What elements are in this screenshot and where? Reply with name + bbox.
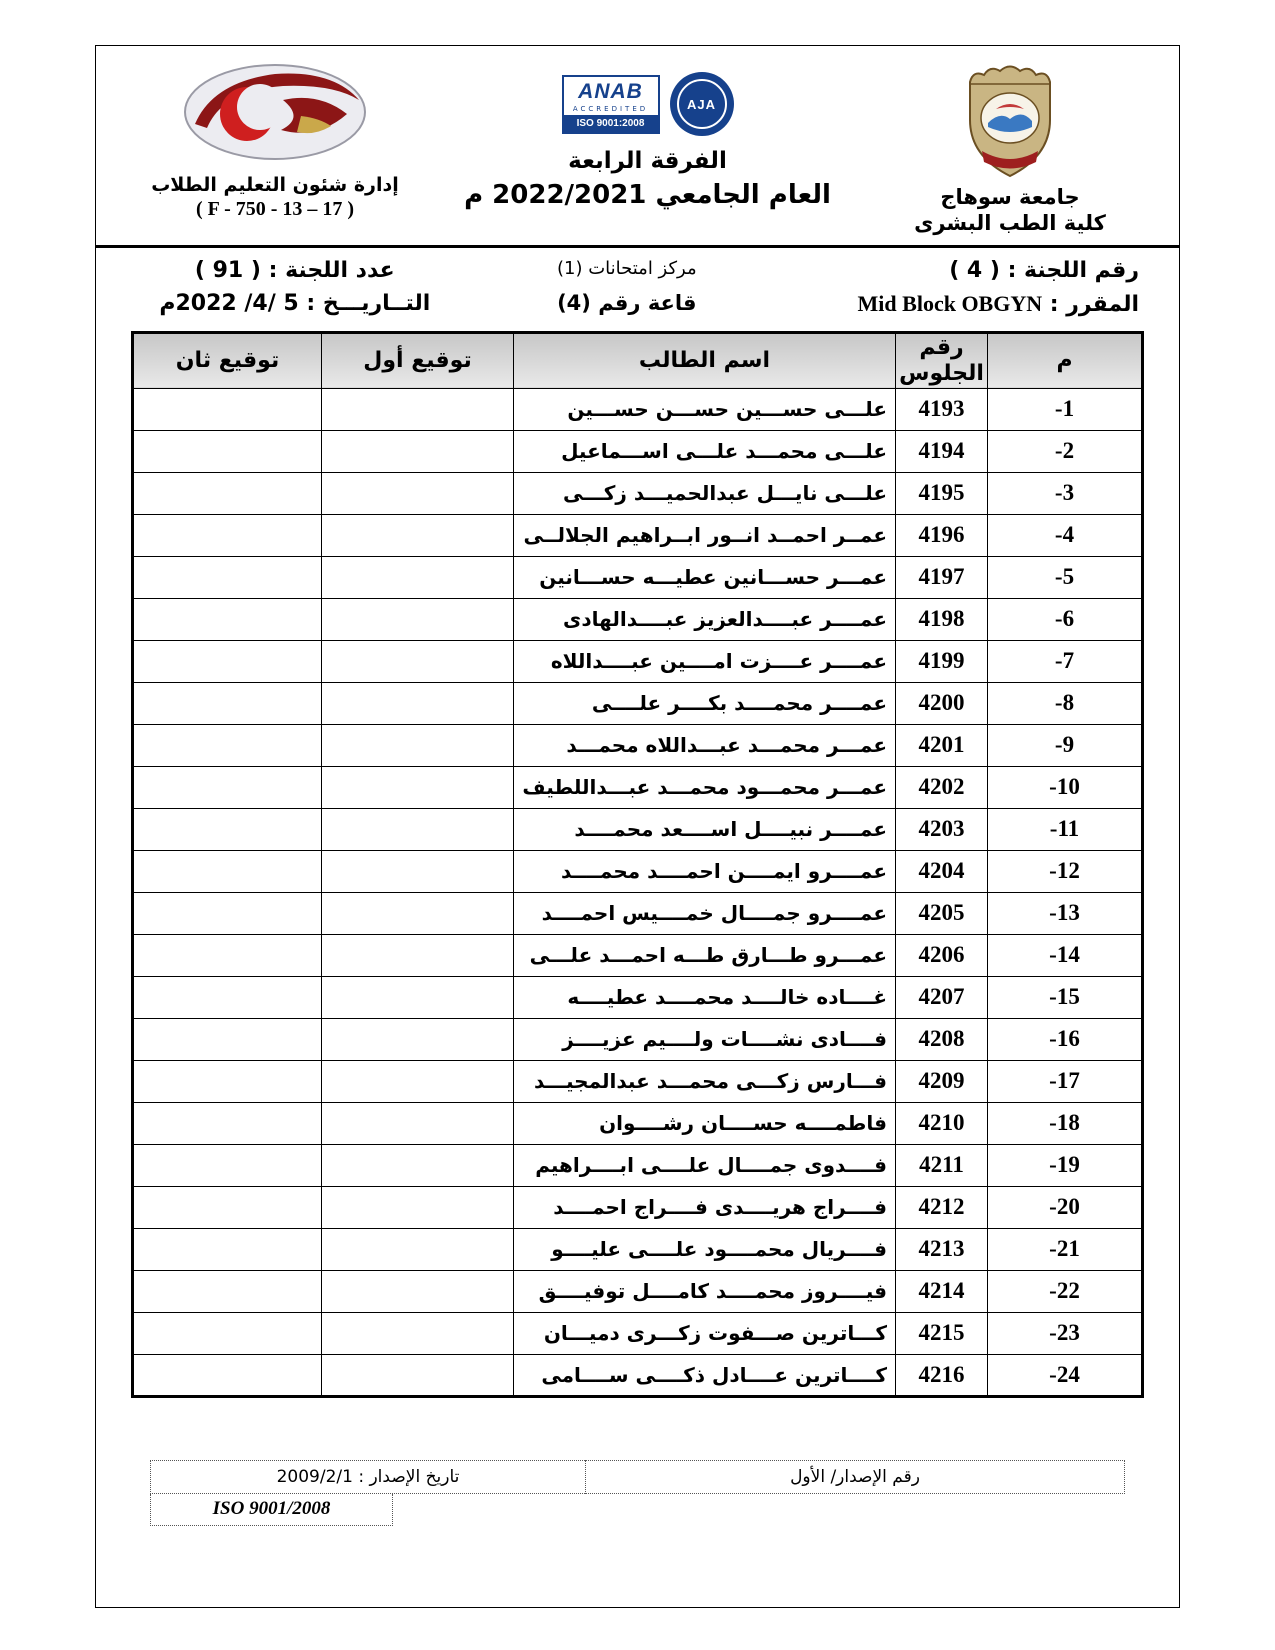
seat-number-cell: 4211 xyxy=(896,1144,988,1186)
table-row xyxy=(133,976,1143,1018)
table-row xyxy=(133,640,1143,682)
seat-number-cell: 4200 xyxy=(896,682,988,724)
first-signature-header: توقيع أول xyxy=(322,332,514,388)
seat-number-cell: 4194 xyxy=(896,430,988,472)
serial-cell: -9 xyxy=(988,724,1143,766)
second-signature-cell xyxy=(133,766,322,808)
header-department-block xyxy=(120,62,430,221)
serial-header: م xyxy=(988,332,1143,388)
student-name-cell: علـــى نايـــل عبدالحميـــد زكـــى xyxy=(514,472,896,514)
first-signature-cell xyxy=(322,1144,514,1186)
second-signature-cell xyxy=(133,1144,322,1186)
second-signature-cell xyxy=(133,1270,322,1312)
serial-cell: -18 xyxy=(988,1102,1143,1144)
seat-number-cell: 4193 xyxy=(896,388,988,430)
academic-year-title: العام الجامعي 2022/2021 م xyxy=(464,180,831,210)
table-row xyxy=(133,724,1143,766)
second-signature-cell xyxy=(133,1228,322,1270)
first-signature-cell xyxy=(322,1060,514,1102)
exam-center: مركز امتحانات (1) xyxy=(556,257,697,279)
university-shield-logo xyxy=(960,62,1060,180)
seat-number-cell: 4208 xyxy=(896,1018,988,1060)
second-signature-cell xyxy=(133,682,322,724)
committee-count: عدد اللجنة : ( 91 ) xyxy=(194,257,395,283)
page-header xyxy=(96,58,1179,237)
student-name-cell: غــــاده خالــــد محمــــد عطيــــه xyxy=(514,976,896,1018)
student-table xyxy=(131,331,1144,1398)
seat-number-cell: 4204 xyxy=(896,850,988,892)
seat-number-cell: 4199 xyxy=(896,640,988,682)
first-signature-cell xyxy=(322,808,514,850)
committee-number: رقم اللجنة : ( 4 ) xyxy=(949,257,1139,283)
first-signature-cell xyxy=(322,514,514,556)
aja-logo xyxy=(670,72,734,136)
second-signature-cell xyxy=(133,514,322,556)
student-name-cell: كــــاترين عــــادل ذكــــى ســــامى xyxy=(514,1354,896,1396)
second-signature-cell xyxy=(133,934,322,976)
seat-number-header: رقم الجلوس xyxy=(896,332,988,388)
student-table-head xyxy=(133,332,1143,388)
table-row xyxy=(133,808,1143,850)
student-name-cell: فـــارس زكـــى محمـــد عبدالمجيـــد xyxy=(514,1060,896,1102)
table-header-row xyxy=(133,332,1143,388)
first-signature-cell xyxy=(322,724,514,766)
serial-cell: -24 xyxy=(988,1354,1143,1396)
table-row xyxy=(133,1312,1143,1354)
student-name-cell: علـــى محمـــد علـــى اســـماعيل xyxy=(514,430,896,472)
iso-label: ISO 9001/2008 xyxy=(150,1494,393,1526)
serial-cell: -22 xyxy=(988,1270,1143,1312)
second-signature-cell xyxy=(133,1312,322,1354)
seat-number-cell: 4213 xyxy=(896,1228,988,1270)
exam-date: التــاريـــخ : 5 /4/ 2022م xyxy=(159,290,431,316)
student-name-cell: عمـــر محمـــد عبـــداللاه محمـــد xyxy=(514,724,896,766)
table-row xyxy=(133,388,1143,430)
student-name-cell: عمـــر محمـــود محمـــد عبـــداللطيف xyxy=(514,766,896,808)
student-name-cell: عمــــر عبــــدالعزيز عبــــدالهادى xyxy=(514,598,896,640)
first-signature-cell xyxy=(322,472,514,514)
student-name-cell: فاطمــــه حســــان رشــــوان xyxy=(514,1102,896,1144)
aja-wordmark: AJA xyxy=(677,79,727,129)
serial-cell: -5 xyxy=(988,556,1143,598)
table-row xyxy=(133,1144,1143,1186)
table-row xyxy=(133,850,1143,892)
second-signature-cell xyxy=(133,556,322,598)
first-signature-cell xyxy=(322,556,514,598)
student-name-header: اسم الطالب xyxy=(514,332,896,388)
serial-cell: -7 xyxy=(988,640,1143,682)
first-signature-cell xyxy=(322,976,514,1018)
document-sheet xyxy=(95,45,1180,1608)
header-university-block xyxy=(865,62,1155,237)
issue-number: رقم الإصدار/ الأول xyxy=(585,1460,1125,1494)
student-name-cell: عمــــرو جمــــال خمــــيس احمــــد xyxy=(514,892,896,934)
serial-cell: -19 xyxy=(988,1144,1143,1186)
serial-cell: -6 xyxy=(988,598,1143,640)
first-signature-cell xyxy=(322,850,514,892)
first-signature-cell xyxy=(322,934,514,976)
student-name-cell: عمــــر نبيــــل اســــعد محمــــد xyxy=(514,808,896,850)
second-signature-cell xyxy=(133,892,322,934)
seat-number-cell: 4197 xyxy=(896,556,988,598)
first-signature-cell xyxy=(322,1102,514,1144)
student-name-cell: عمــــرو ايمــــن احمــــد محمــــد xyxy=(514,850,896,892)
first-signature-cell xyxy=(322,1186,514,1228)
department-name: إدارة شئون التعليم الطلاب xyxy=(151,174,399,196)
second-signature-cell xyxy=(133,1018,322,1060)
anab-accredited-label: ACCREDITED xyxy=(572,104,649,113)
form-code: ( F - 750 - 13 – 17 ) xyxy=(195,198,355,220)
student-name-cell: عمـــر حســـانين عطيـــه حســـانين xyxy=(514,556,896,598)
first-signature-cell xyxy=(322,682,514,724)
second-signature-cell xyxy=(133,1354,322,1396)
table-row xyxy=(133,472,1143,514)
table-row xyxy=(133,892,1143,934)
seat-number-cell: 4201 xyxy=(896,724,988,766)
serial-cell: -20 xyxy=(988,1186,1143,1228)
second-signature-cell xyxy=(133,430,322,472)
course-line xyxy=(766,291,1173,317)
student-name-cell: فــــادى نشــــات ولــــيم عزيــــز xyxy=(514,1018,896,1060)
anab-iso-label: ISO 9001:2008 xyxy=(564,115,658,132)
serial-cell: -4 xyxy=(988,514,1143,556)
student-table-body xyxy=(133,388,1143,1396)
first-signature-cell xyxy=(322,1312,514,1354)
seat-number-cell: 4214 xyxy=(896,1270,988,1312)
serial-cell: -14 xyxy=(988,934,1143,976)
seat-number-cell: 4206 xyxy=(896,934,988,976)
course-value: Mid Block OBGYN xyxy=(857,290,1043,316)
serial-cell: -13 xyxy=(988,892,1143,934)
second-signature-cell xyxy=(133,724,322,766)
second-signature-cell xyxy=(133,976,322,1018)
seat-number-cell: 4198 xyxy=(896,598,988,640)
serial-cell: -15 xyxy=(988,976,1143,1018)
serial-cell: -23 xyxy=(988,1312,1143,1354)
second-signature-cell xyxy=(133,808,322,850)
seat-number-cell: 4209 xyxy=(896,1060,988,1102)
second-signature-cell xyxy=(133,598,322,640)
anab-logo xyxy=(562,75,660,134)
first-signature-cell xyxy=(322,640,514,682)
table-row xyxy=(133,1102,1143,1144)
second-signature-cell xyxy=(133,1186,322,1228)
seat-number-cell: 4205 xyxy=(896,892,988,934)
hall-number: قاعة رقم (4) xyxy=(557,290,697,315)
serial-cell: -10 xyxy=(988,766,1143,808)
first-signature-cell xyxy=(322,766,514,808)
table-row xyxy=(133,514,1143,556)
student-name-cell: كـــاترين صـــفوت زكـــرى دميـــان xyxy=(514,1312,896,1354)
student-name-cell: فــــراج هريــــدى فــــراج احمــــد xyxy=(514,1186,896,1228)
student-name-cell: فيــــروز محمــــد كامــــل توفيــــق xyxy=(514,1270,896,1312)
second-signature-cell xyxy=(133,388,322,430)
table-row xyxy=(133,556,1143,598)
table-row xyxy=(133,682,1143,724)
seat-number-cell: 4215 xyxy=(896,1312,988,1354)
student-name-cell: فــــريال محمــــود علــــى عليــــو xyxy=(514,1228,896,1270)
serial-cell: -12 xyxy=(988,850,1143,892)
student-name-cell: عمــــر عــــزت امــــين عبــــداللاه xyxy=(514,640,896,682)
exam-info xyxy=(96,248,1179,323)
table-row xyxy=(133,430,1143,472)
second-signature-cell xyxy=(133,850,322,892)
university-name: جامعة سوهاج xyxy=(940,185,1080,209)
first-signature-cell xyxy=(322,430,514,472)
table-row xyxy=(133,1186,1143,1228)
second-signature-cell xyxy=(133,1102,322,1144)
student-name-cell: عمـــرو طـــارق طـــه احمـــد علـــى xyxy=(514,934,896,976)
serial-cell: -3 xyxy=(988,472,1143,514)
second-signature-cell xyxy=(133,1060,322,1102)
seat-number-cell: 4203 xyxy=(896,808,988,850)
first-signature-cell xyxy=(322,1228,514,1270)
seat-number-cell: 4210 xyxy=(896,1102,988,1144)
serial-cell: -2 xyxy=(988,430,1143,472)
serial-cell: -16 xyxy=(988,1018,1143,1060)
table-row xyxy=(133,598,1143,640)
course-label: المقرر : xyxy=(1049,291,1139,317)
serial-cell: -17 xyxy=(988,1060,1143,1102)
serial-cell: -11 xyxy=(988,808,1143,850)
table-row xyxy=(133,1354,1143,1396)
seat-number-cell: 4196 xyxy=(896,514,988,556)
issue-date: تاريخ الإصدار : 2009/2/1 xyxy=(150,1460,585,1494)
table-row xyxy=(133,1270,1143,1312)
seat-number-cell: 4216 xyxy=(896,1354,988,1396)
first-signature-cell xyxy=(322,1270,514,1312)
table-row xyxy=(133,934,1143,976)
table-row xyxy=(133,1060,1143,1102)
table-row xyxy=(133,766,1143,808)
second-signature-header: توقيع ثان xyxy=(133,332,322,388)
first-signature-cell xyxy=(322,1354,514,1396)
seat-number-cell: 4195 xyxy=(896,472,988,514)
first-signature-cell xyxy=(322,1018,514,1060)
second-signature-cell xyxy=(133,640,322,682)
first-signature-cell xyxy=(322,892,514,934)
faculty-medicine-logo xyxy=(183,62,368,162)
table-row xyxy=(133,1018,1143,1060)
student-name-cell: فــــدوى جمــــال علــــى ابــــراهيم xyxy=(514,1144,896,1186)
page-footer xyxy=(96,1460,1179,1526)
table-row xyxy=(133,1228,1143,1270)
serial-cell: -8 xyxy=(988,682,1143,724)
student-name-cell: عمــــر محمــــد بكــــر علــــى xyxy=(514,682,896,724)
seat-number-cell: 4207 xyxy=(896,976,988,1018)
seat-number-cell: 4202 xyxy=(896,766,988,808)
footer-row xyxy=(150,1460,1125,1494)
serial-cell: -21 xyxy=(988,1228,1143,1270)
seat-number-cell: 4212 xyxy=(896,1186,988,1228)
student-name-cell: عمــر احمــد انــور ابــراهيم الجلالــى xyxy=(514,514,896,556)
certification-logos xyxy=(430,72,865,136)
first-signature-cell xyxy=(322,388,514,430)
second-signature-cell xyxy=(133,472,322,514)
faculty-name: كلية الطب البشرى xyxy=(914,211,1106,236)
first-signature-cell xyxy=(322,598,514,640)
serial-cell: -1 xyxy=(988,388,1143,430)
grade-title: الفرقة الرابعة xyxy=(568,148,727,174)
student-name-cell: علـــى حســـين حســـن حســـين xyxy=(514,388,896,430)
anab-wordmark: ANAB xyxy=(578,79,643,103)
header-center-block xyxy=(430,62,865,210)
